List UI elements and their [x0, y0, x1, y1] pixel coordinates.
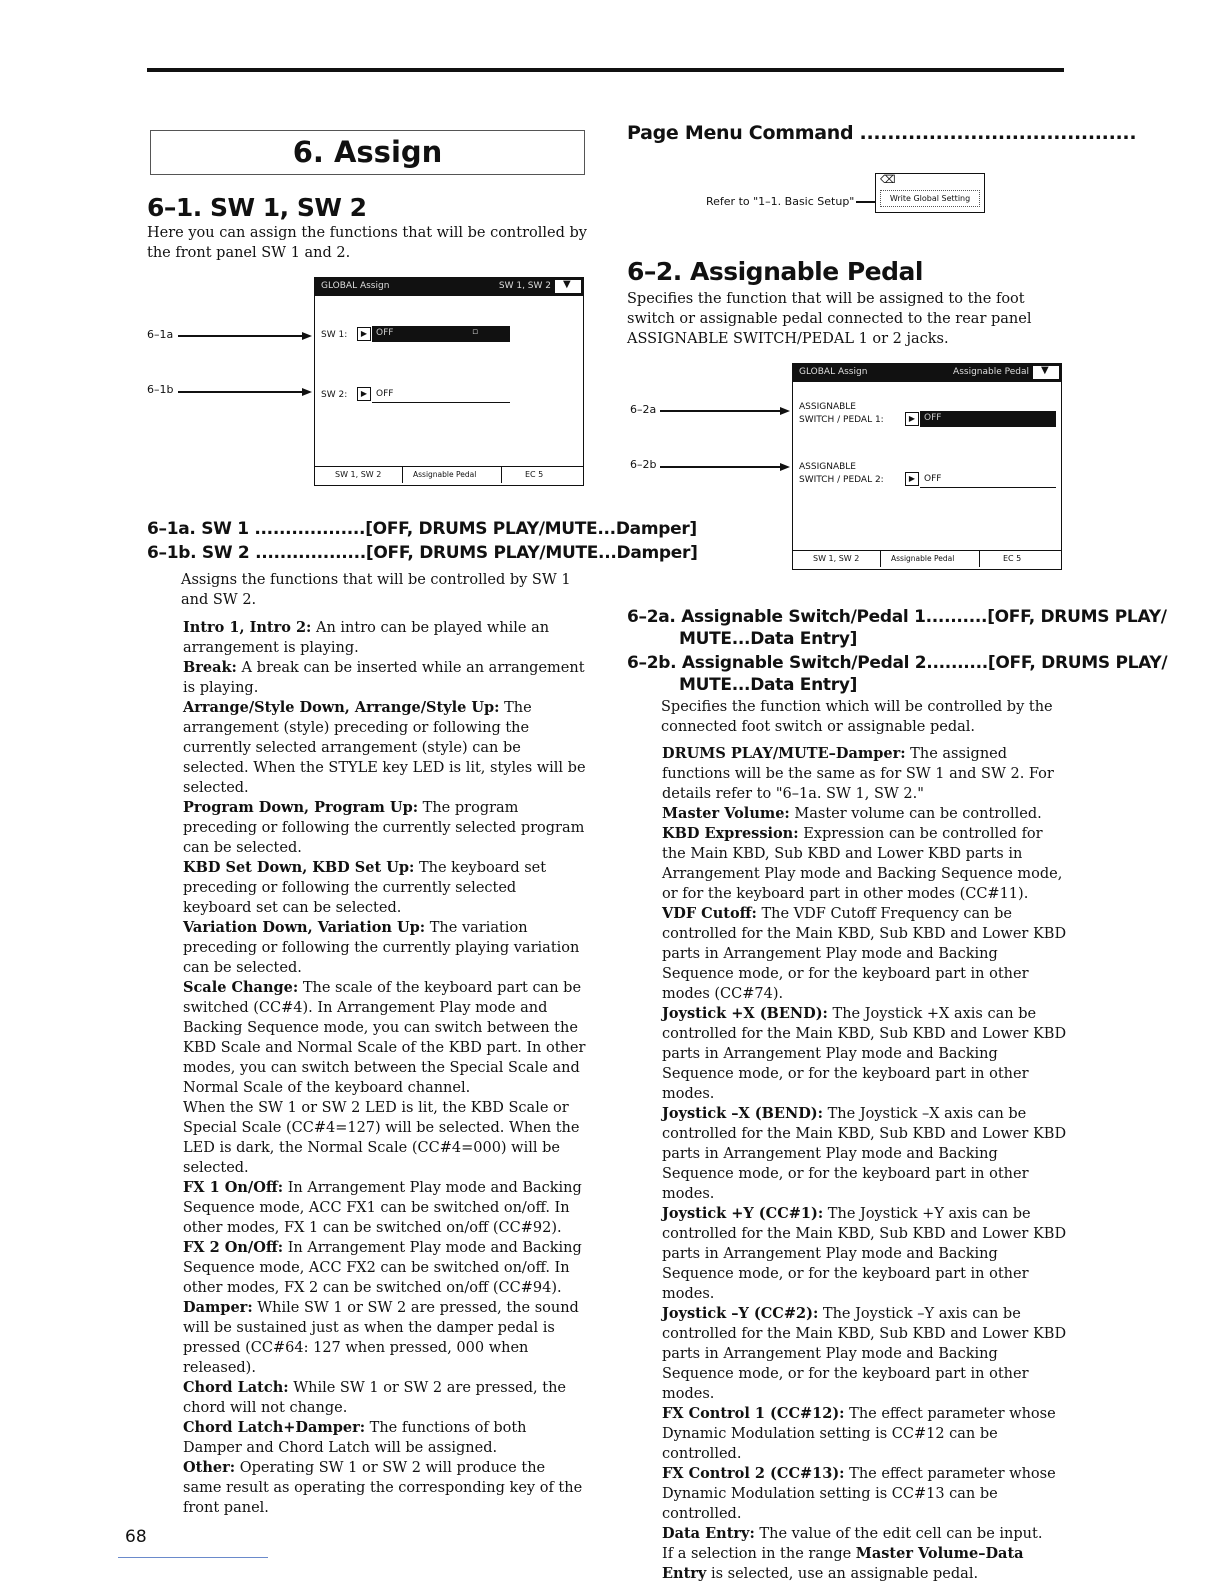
tab-sw[interactable]: SW 1, SW 2: [335, 470, 382, 479]
footer-rule: [118, 1557, 268, 1558]
top-rule: [147, 68, 1064, 72]
tab-ec5[interactable]: EC 5: [525, 470, 544, 479]
pedal2-value[interactable]: OFF: [924, 474, 942, 484]
menu-icon: ⌫: [880, 173, 896, 186]
list-item: Chord Latch: While SW 1 or SW 2 are pressed, the chord will not change.: [183, 1379, 567, 1416]
callout-6-2b: 6–2b: [630, 458, 657, 471]
pedal-intro: Specifies the function that will be assigned to the foot switch or assignable pedal connected to the rear panel ASSIGNABLE SWITCH/PEDAL 1 or 2 jacks.: [627, 291, 1032, 347]
tab-sw[interactable]: SW 1, SW 2: [813, 554, 860, 563]
pedal1-play-icon[interactable]: ▶: [905, 412, 919, 426]
param-6-2a: 6–2a. Assignable Switch/Pedal 1..........[OFF, DRUMS PLAY/: [627, 607, 1167, 627]
pedal-lcd-screen: [792, 363, 1062, 570]
list-item: DRUMS PLAY/MUTE–Damper: The assigned functions will be the same as for SW 1 and SW 2. For details refer to "6–1a. SW 1, SW 2.": [662, 745, 1054, 802]
dropdown-arrow-icon: ▼: [1041, 365, 1049, 376]
sw1-marker: ▫: [472, 327, 479, 337]
lcd-header-right: SW 1, SW 2: [498, 281, 551, 291]
list-item: Scale Change: The scale of the keyboard part can be switched (CC#4). In Arrangement Play mode and Backing Sequence mode, you can switch between the KBD Scale and Normal Scale of the KBD part. In other modes, you can switch between the Special Scale and Normal Scale of the keyboard channel.: [183, 979, 586, 1096]
refer-line: [856, 201, 876, 203]
callout-6-2a-line: [660, 410, 780, 412]
list-item: Chord Latch+Damper: The functions of both Damper and Chord Latch will be assigned.: [183, 1419, 527, 1456]
page-menu-heading: Page Menu Command ........................................: [627, 122, 1137, 144]
sw2-value[interactable]: OFF: [376, 389, 394, 399]
list-item: Other: Operating SW 1 or SW 2 will produce the same result as operating the corresponding key of the front panel.: [183, 1459, 583, 1516]
list-item: FX 2 On/Off: In Arrangement Play mode and Backing Sequence mode, ACC FX2 can be switched on/off. In other modes, FX 2 can be switched on/off (CC#94).: [183, 1239, 582, 1296]
sw1-value: OFF: [376, 328, 394, 338]
list-item: Joystick –Y (CC#2): The Joystick –Y axis can be controlled for the Main KBD, Sub KBD and Lower KBD parts in Arrangement Play mode and Backing Sequence mode, or for the keyboard part in other modes.: [662, 1305, 1067, 1402]
sw-description: Assigns the functions that will be controlled by SW 1 and SW 2.: [181, 572, 571, 608]
pedal2-label-b: SWITCH / PEDAL 2:: [799, 475, 884, 485]
list-item: Program Down, Program Up: The program preceding or following the currently selected program can be selected.: [183, 799, 585, 856]
lcd-tabs: [315, 466, 583, 485]
list-item: FX Control 2 (CC#13): The effect parameter whose Dynamic Modulation setting is CC#13 can be controlled.: [662, 1465, 1056, 1522]
lcd-header-left: GLOBAL Assign: [321, 281, 390, 291]
pedal2-play-icon[interactable]: ▶: [905, 472, 919, 486]
list-item: Arrange/Style Down, Arrange/Style Up: The arrangement (style) preceding or following the currently selected arrangement (style) can be selected. When the STYLE key LED is lit, styles will be selected.: [183, 699, 586, 796]
callout-6-1b-line: [178, 391, 302, 393]
list-item: Variation Down, Variation Up: The variation preceding or following the currently playing variation can be selected.: [183, 919, 580, 976]
callout-6-2a-arrow-icon: [780, 407, 790, 415]
callout-6-1a: 6–1a: [147, 328, 174, 341]
list-item: FX 1 On/Off: In Arrangement Play mode and Backing Sequence mode, ACC FX1 can be switched on/off. In other modes, FX 1 can be switched on/off (CC#92).: [183, 1179, 582, 1236]
list-item: When the SW 1 or SW 2 LED is lit, the KBD Scale or Special Scale (CC#4=127) will be selected. When the LED is dark, the Normal Scale (CC#4=000) will be selected.: [183, 1100, 580, 1176]
page-menu-dropdown[interactable]: [1033, 366, 1059, 379]
sw1-value-cell[interactable]: [372, 326, 510, 342]
param-6-2b-cont: MUTE...Data Entry]: [679, 675, 858, 695]
pedal1-label-a: ASSIGNABLE: [799, 402, 856, 412]
list-item: Intro 1, Intro 2: An intro can be played while an arrangement is playing.: [183, 619, 550, 656]
list-item: VDF Cutoff: The VDF Cutoff Frequency can be controlled for the Main KBD, Sub KBD and Lower KBD parts in Arrangement Play mode and Backing Sequence mode, or for the keyboard part in other modes (CC#74).: [662, 905, 1067, 1002]
list-item: Data Entry: The value of the edit cell can be input.: [662, 1525, 1043, 1542]
callout-6-2b-arrow-icon: [780, 463, 790, 471]
pedal-heading: 6–2. Assignable Pedal: [627, 257, 923, 286]
lcd-header-left: GLOBAL Assign: [799, 367, 868, 377]
page-menu-box: [875, 173, 985, 213]
sw-heading: 6–1. SW 1, SW 2: [147, 193, 367, 222]
lcd-header-right: Assignable Pedal: [953, 367, 1029, 377]
list-item: If a selection in the range Master Volume–Data Entry is selected, use an assignable pedal.: [662, 1545, 1024, 1582]
callout-6-1b-arrow-icon: [302, 388, 312, 396]
list-item: Joystick –X (BEND): The Joystick –X axis can be controlled for the Main KBD, Sub KBD and Lower KBD parts in Arrangement Play mode and Backing Sequence mode, or for the keyboard part in other modes.: [662, 1105, 1067, 1202]
list-item: Break: A break can be inserted while an arrangement is playing.: [183, 659, 585, 696]
sw2-play-icon[interactable]: ▶: [357, 387, 371, 401]
write-global-setting-button[interactable]: Write Global Setting: [880, 190, 980, 207]
param-6-1a: 6–1a. SW 1 ..................[OFF, DRUMS PLAY/MUTE...Damper]: [147, 519, 697, 539]
callout-6-2a: 6–2a: [630, 403, 657, 416]
sw-lcd-screen: [314, 277, 584, 486]
sw2-underline: [372, 402, 510, 403]
sw-intro: Here you can assign the functions that will be controlled by the front panel SW 1 and 2.: [147, 225, 587, 261]
pedal1-value: OFF: [924, 413, 942, 423]
pedal2-underline: [920, 487, 1056, 488]
page-menu-dropdown[interactable]: [555, 280, 581, 293]
section-title: 6. Assign: [292, 135, 443, 169]
callout-6-2b-line: [660, 466, 780, 468]
callout-6-1a-line: [178, 335, 302, 337]
callout-6-1b: 6–1b: [147, 383, 174, 396]
tab-assignable-pedal[interactable]: Assignable Pedal: [413, 470, 477, 479]
pedal2-label-a: ASSIGNABLE: [799, 462, 856, 472]
list-item: Damper: While SW 1 or SW 2 are pressed, the sound will be sustained just as when the damper pedal is pressed (CC#64: 127 when pressed, 000 when released).: [183, 1299, 579, 1376]
param-6-2a-cont: MUTE...Data Entry]: [679, 629, 858, 649]
lcd-header: [315, 278, 583, 296]
tab-assignable-pedal[interactable]: Assignable Pedal: [891, 554, 955, 563]
sw1-play-icon[interactable]: ▶: [357, 327, 371, 341]
dropdown-arrow-icon: ▼: [563, 279, 571, 290]
list-item: KBD Expression: Expression can be controlled for the Main KBD, Sub KBD and Lower KBD parts in Arrangement Play mode and Backing Sequence mode, or for the keyboard part in other modes (CC#11).: [662, 825, 1063, 902]
pedal1-label-b: SWITCH / PEDAL 1:: [799, 415, 884, 425]
sw-function-list: [183, 618, 588, 1518]
tab-ec5[interactable]: EC 5: [1003, 554, 1022, 563]
list-item: Joystick +Y (CC#1): The Joystick +Y axis can be controlled for the Main KBD, Sub KBD and Lower KBD parts in Arrangement Play mode and Backing Sequence mode, or for the keyboard part in other modes.: [662, 1205, 1067, 1302]
list-item: KBD Set Down, KBD Set Up: The keyboard set preceding or following the currently selected keyboard set can be selected.: [183, 859, 547, 916]
callout-6-1a-arrow-icon: [302, 332, 312, 340]
lcd-header: [793, 364, 1061, 382]
sw1-label: SW 1:: [321, 330, 348, 340]
sw2-label: SW 2:: [321, 390, 348, 400]
pedal1-value-cell[interactable]: [920, 411, 1056, 427]
param-6-1b: 6–1b. SW 2 ..................[OFF, DRUMS PLAY/MUTE...Damper]: [147, 543, 698, 563]
pedal-function-list: [662, 744, 1070, 1584]
list-item: FX Control 1 (CC#12): The effect parameter whose Dynamic Modulation setting is CC#12 can be controlled.: [662, 1405, 1056, 1462]
list-item: Joystick +X (BEND): The Joystick +X axis can be controlled for the Main KBD, Sub KBD and Lower KBD parts in Arrangement Play mode and Backing Sequence mode, or for the keyboard part in other modes.: [662, 1005, 1067, 1102]
list-item: Master Volume: Master volume can be controlled.: [662, 805, 1042, 822]
section-title-box: [150, 130, 585, 175]
param-6-2b: 6–2b. Assignable Switch/Pedal 2..........[OFF, DRUMS PLAY/: [627, 653, 1168, 673]
page-number: 68: [125, 1527, 147, 1547]
lcd-tabs: [793, 550, 1061, 569]
refer-text: Refer to "1–1. Basic Setup": [706, 195, 855, 208]
pedal-description: Specifies the function which will be controlled by the connected foot switch or assignable pedal.: [661, 699, 1053, 735]
